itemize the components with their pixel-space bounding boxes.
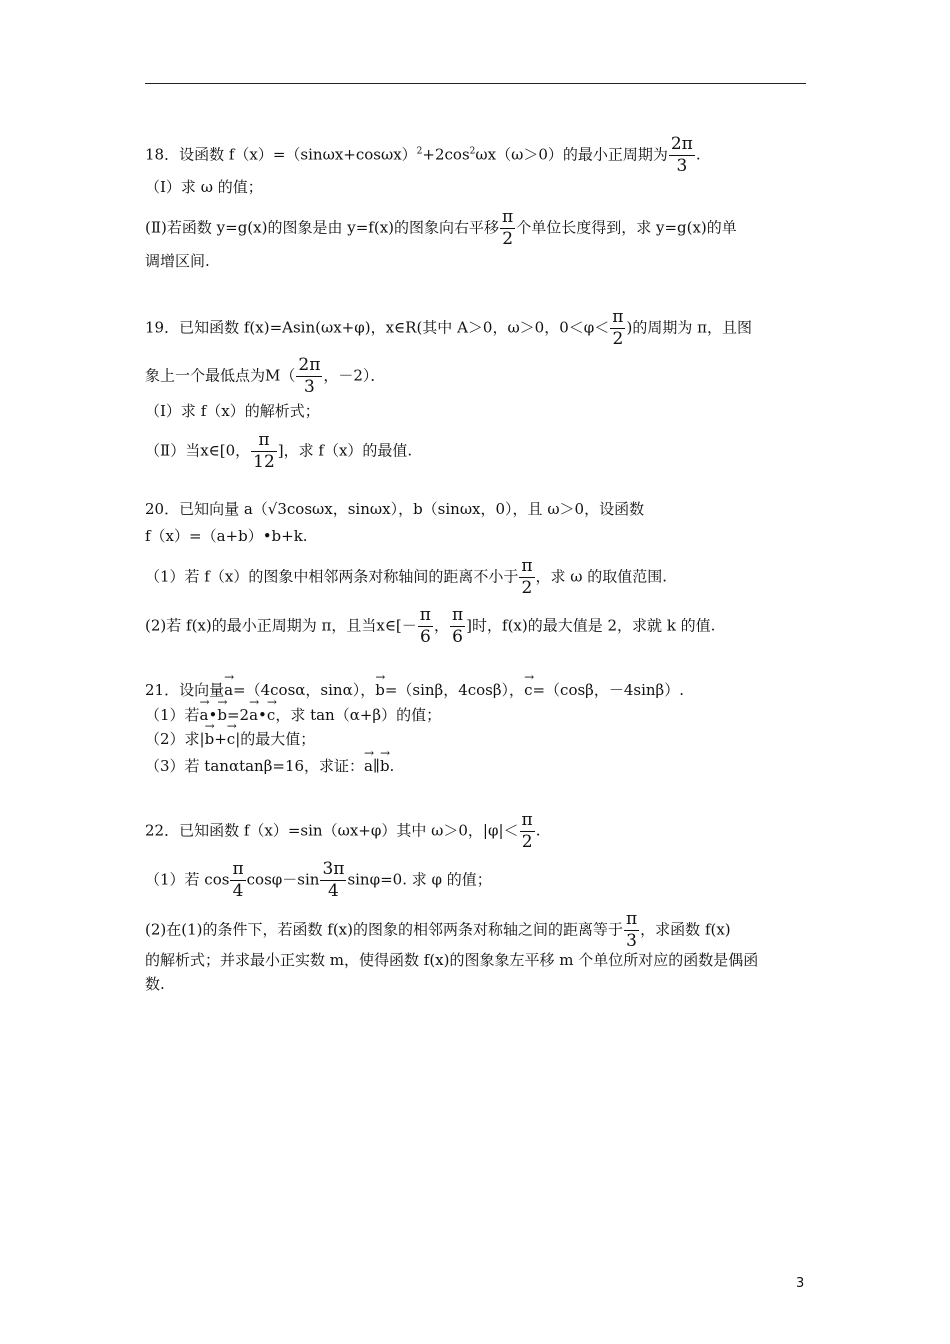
numerator: π [502,207,514,227]
text: ]，求 f（x）的最值. [277,441,413,460]
vector-c: → c [524,676,532,700]
text: ，－2）． [323,366,386,385]
numerator: π [258,430,270,450]
text: (2)在(1)的条件下，若函数 f(x)的图象的相邻两条对称轴之间的距离等于 [145,920,623,939]
denominator: 4 [230,880,245,900]
text: 21．设向量 [145,681,225,699]
denominator: 12 [253,452,275,472]
vector-b: → b [217,701,227,725]
problem-19-q2 [145,432,412,471]
problem-22-q1 [145,861,492,900]
fraction [519,558,534,597]
fraction [610,309,625,348]
fraction [500,209,515,248]
text: . [535,821,541,840]
text: sinφ=0. 求 φ 的值； [347,870,492,889]
problem-22-q2-cont: 的解析式；并求最小正实数 m，使得函数 f(x)的图象象左平移 m 个单位所对应的函数是偶函 [145,951,759,969]
problem-22-statement [145,812,540,851]
text: ωx（ω＞0）的最小正周期为 [475,145,668,164]
text: （1）若 f（x）的图象中相邻两条对称轴间的距离不小于 [145,567,519,586]
problem-21-q2 [145,725,315,749]
denominator: 2 [500,228,515,248]
text: ]时，f(x)的最大值是 2，求就 k 的值. [466,616,716,635]
fraction [251,432,277,471]
denominator: 2 [610,328,625,348]
problem-19-statement-cont [145,357,385,396]
problem-18-q2-cont: 调增区间. [145,252,210,270]
fraction [320,861,346,900]
denominator: 4 [320,880,346,900]
numerator: π [232,859,244,879]
vector-b: → b [205,725,215,749]
text: =（sinβ，4cosβ）， [384,681,525,699]
text: （1）若 cos [145,870,230,889]
numerator: 2π [298,355,321,375]
numerator: π [625,909,638,929]
fraction [520,812,535,851]
fraction [230,861,245,900]
problem-21-q3 [145,752,394,776]
text: 19．已知函数 f(x)=Asin(ωx+φ)，x∈R(其中 A＞0，ω＞0，0＜φ＜ [145,318,610,337]
vector-a: → a [249,701,258,725]
denominator: 2 [519,577,534,597]
problem-21-q1 [145,701,441,725]
text: （1）若 [145,706,200,724]
text: 象上一个最低点为M（ [145,366,296,385]
problem-20-statement-cont: f（x）=（a+b）•b+k. [145,527,308,545]
vector-c: → c [227,725,235,749]
text: 22．已知函数 f（x）=sin（ωx+φ）其中 ω＞0，|φ|＜ [145,821,519,840]
denominator: 3 [624,930,639,950]
text: (Ⅱ)若函数 y=g(x)的图象是由 y=f(x)的图象向右平移 [145,218,500,237]
vector-c: → c [267,701,275,725]
numerator: π [419,605,431,625]
text: ， [433,616,449,635]
vector-b: → b [380,752,390,776]
text: ，求函数 f(x) [640,920,731,939]
denominator: 3 [669,155,695,175]
denominator: 6 [418,626,433,646]
text: • [208,706,218,724]
problem-22-q2 [145,911,731,950]
vector-a: → a [200,701,209,725]
problem-18-q1: （Ⅰ）求 ω 的值； [145,178,263,196]
vector-a: → a [224,676,233,700]
vector-b: → b [375,676,385,700]
text: + [214,730,227,748]
text: （Ⅱ）当x∈[0， [145,441,251,460]
numerator: π [521,556,533,576]
text: ，求 ω 的取值范围. [535,567,668,586]
denominator: 2 [520,831,535,851]
problem-18-statement [145,136,701,175]
text: ，求 tan（α+β）的值； [275,706,442,724]
numerator: π [521,810,533,830]
problem-18-q2 [145,209,737,248]
text: . [695,145,701,164]
fraction [450,607,465,646]
fraction [669,136,695,175]
fraction [624,911,639,950]
fraction [296,357,322,396]
text: （3）若 tanαtanβ=16，求证： [145,757,365,775]
text: =2 [226,706,250,724]
text: . [389,757,395,775]
denominator: 6 [450,626,465,646]
denominator: 3 [296,376,322,396]
superscript: 2 [469,146,476,157]
page-number: 3 [796,1276,805,1291]
problem-20-statement: 20．已知向量 a（√3cosωx，sinωx），b（sinωx，0），且 ω＞0，设函数 [145,500,645,518]
text: • [258,706,267,724]
vector-a: → a [364,752,373,776]
text: 个单位长度得到，求 y=g(x)的单 [516,218,737,237]
text: （2）求| [145,730,205,748]
numerator: π [451,605,464,625]
text: ∥ [373,757,380,775]
text: (2)若 f(x)的最小正周期为 π，且当x∈[－ [145,616,417,635]
text: )的周期为 π，且图 [626,318,752,337]
problem-19-statement [145,309,752,348]
text: =（cosβ，－4sinβ）. [532,681,684,699]
text: =（4cosα，sinα）， [233,681,376,699]
text: cosφ－sin [246,870,320,889]
problem-20-q2 [145,607,715,646]
problem-22-q2-cont2: 数. [145,975,165,993]
numerator: 3π [322,859,345,879]
header-rule [145,83,806,84]
problem-19-q1: （Ⅰ）求 f（x）的解析式； [145,402,320,420]
numerator: π [612,307,624,327]
text: 18．设函数 f（x）=（sinωx+cosωx） [145,145,417,164]
text: +2cos [422,145,470,164]
text: |的最大值； [235,730,316,748]
problem-20-q1 [145,558,667,597]
superscript: 2 [416,146,423,157]
fraction [418,607,433,646]
numerator: 2π [670,134,693,154]
